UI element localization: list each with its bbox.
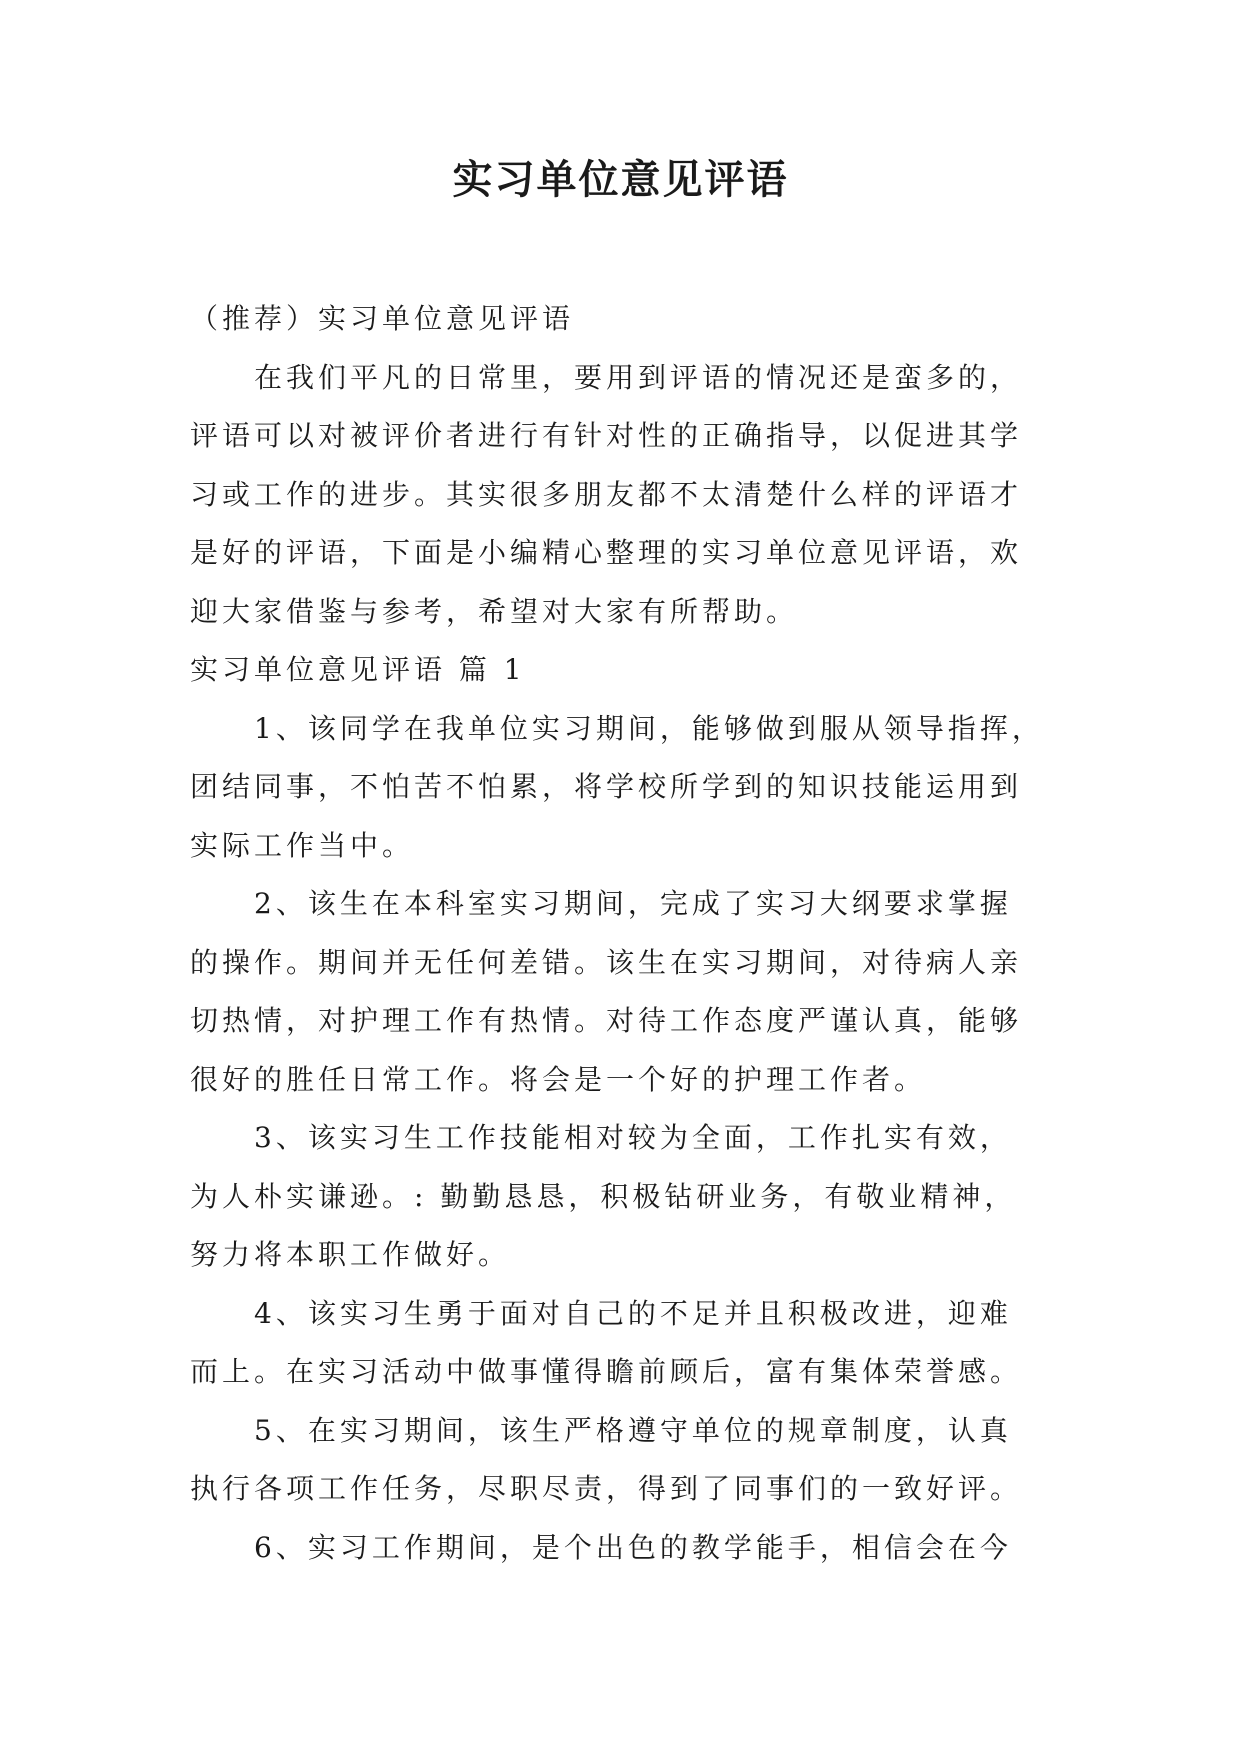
text-line: 评语可以对被评价者进行有针对性的正确指导，以促进其学: [190, 419, 1023, 452]
text-line: 1、该同学在我单位实习期间，能够做到服从领导指挥，: [254, 711, 1044, 745]
text-line: 在我们平凡的日常里，要用到评语的情况还是蛮多的，: [254, 360, 1023, 394]
text-line: 很好的胜任日常工作。将会是一个好的护理工作者。: [190, 1062, 927, 1096]
section-heading: 实习单位意见评语 篇 1: [190, 653, 526, 686]
text-line: 团结同事，不怕苦不怕累，将学校所学到的知识技能运用到: [190, 770, 1023, 803]
document-body: [190, 290, 1060, 1577]
text-line: 4、该实习生勇于面对自己的不足并且积极改进，迎难: [254, 1296, 1012, 1330]
text-line: 是好的评语，下面是小编精心整理的实习单位意见评语，欢: [190, 536, 1023, 569]
text-line: 3、该实习生工作技能相对较为全面，工作扎实有效，: [254, 1121, 1012, 1154]
text-line: 5、在实习期间，该生严格遵守单位的规章制度，认真: [254, 1413, 1012, 1447]
text-line: 迎大家借鉴与参考，希望对大家有所帮助。: [190, 594, 799, 628]
text-line: 切热情，对护理工作有热情。对待工作态度严谨认真，能够: [190, 1004, 1023, 1037]
text-line: 习或工作的进步。其实很多朋友都不太清楚什么样的评语才: [190, 477, 1023, 511]
text-line: 6、实习工作期间，是个出色的教学能手，相信会在今: [254, 1530, 1012, 1564]
text-line: 的操作。期间并无任何差错。该生在实习期间，对待病人亲: [190, 945, 1023, 979]
text-line: 执行各项工作任务，尽职尽责，得到了同事们的一致好评。: [190, 1472, 1023, 1505]
text-line: 而上。在实习活动中做事懂得瞻前顾后，富有集体荣誉感。: [190, 1355, 1023, 1388]
document-title: 实习单位意见评语: [452, 156, 789, 203]
text-line: （推荐）实习单位意见评语: [190, 302, 575, 335]
text-line: 2、该生在本科室实习期间，完成了实习大纲要求掌握: [254, 887, 1012, 920]
text-line: 为人朴实谦逊。: 勤勤恳恳，积极钻研业务，有敬业精神，: [190, 1179, 1017, 1213]
text-line: 实际工作当中。: [190, 828, 415, 862]
text-line: 努力将本职工作做好。: [190, 1238, 511, 1271]
